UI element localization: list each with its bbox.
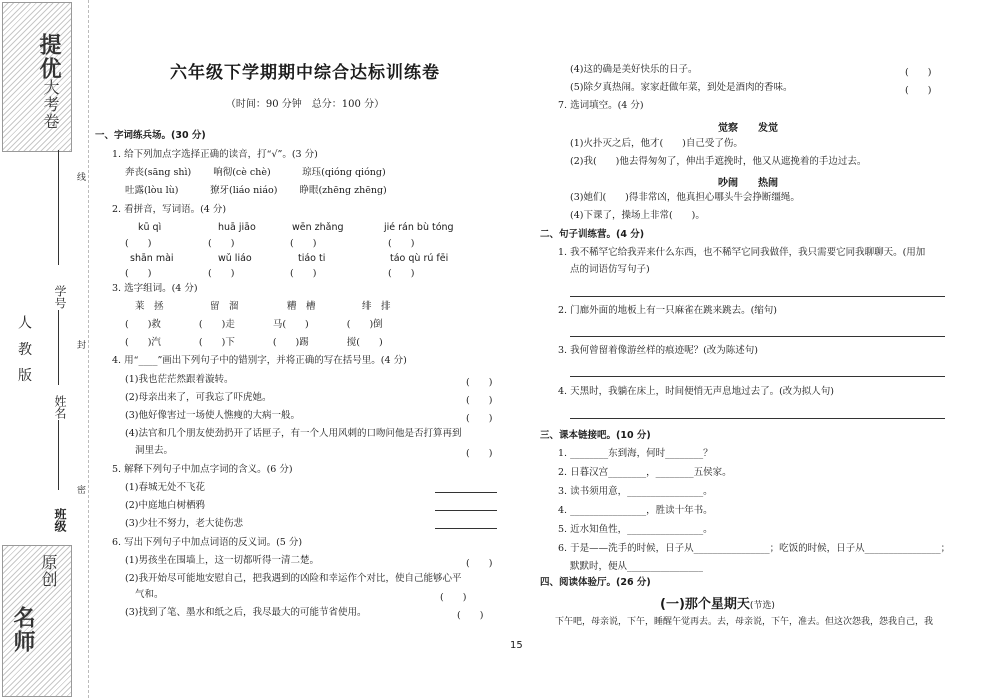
q6-item-2-cont: 气和。	[135, 589, 164, 600]
seal-mi: 密	[75, 485, 85, 494]
q7-item-4[interactable]: (4)下课了，操场上非常( )。	[570, 210, 705, 221]
q7-word-choices-1: 觉察 发觉	[718, 123, 778, 134]
q4-answer-1[interactable]: ( )	[466, 377, 493, 388]
s2-q1-answer-line[interactable]	[570, 296, 945, 297]
brand-bottom-sub: 原创	[39, 554, 58, 588]
brand-logo-top	[2, 2, 72, 152]
q6-answer-2[interactable]: ( )	[440, 592, 467, 603]
q2-answer-6[interactable]: ( )	[208, 268, 235, 279]
q2-pinyin-1: kū qì	[138, 222, 162, 233]
reading-title-text: (一)那个星期天	[660, 597, 750, 612]
name-label: 姓名	[53, 395, 67, 419]
q2-pinyin-2: huā jiāo	[218, 222, 256, 233]
q4-answer-2[interactable]: ( )	[466, 395, 493, 406]
q6-item-3: (3)找到了笔、墨水和纸之后，我尽最大的可能节省使用。	[125, 607, 367, 618]
s2-q1: 1. 我不稀罕它给我弄来什么东西，也不稀罕它同我做伴，我只需要它同我聊聊天。(用加	[558, 247, 926, 258]
q6-prompt: 6. 写出下列句子中加点词语的反义词。(5 分)	[112, 537, 303, 548]
q4-item-3: (3)他好像害过一场使人憔瘦的大病一般。	[125, 410, 300, 421]
section-4-title: 四、阅读体验厅。(26 分)	[540, 577, 651, 588]
number-label: 学号	[53, 285, 67, 309]
q7-item-1[interactable]: (1)火扑灭之后，他才( )自己受了伤。	[570, 138, 743, 149]
q4-prompt: 4. 用“____”画出下列句子中的错别字，并将正确的写在括号里。(4 分)	[112, 355, 407, 366]
q5-item-2: (2)中庭地白树栖鸦	[125, 500, 205, 511]
q2-answer-3[interactable]: ( )	[290, 238, 317, 249]
reading-title	[660, 593, 775, 612]
number-line	[58, 310, 59, 385]
q2-pinyin-6: wǔ liáo	[218, 253, 252, 264]
s3-item-3[interactable]: 3. 读书须用意，________________。	[558, 486, 713, 497]
q2-pinyin-3: wēn zhǎng	[292, 222, 344, 233]
q7-item-3[interactable]: (3)她们( )得非常凶，他真担心哪头牛会挣断缰绳。	[570, 192, 800, 203]
brand-top-sub: 大考卷	[41, 79, 60, 130]
page-number: 15	[510, 640, 523, 651]
q5-answer-line-3[interactable]	[435, 528, 497, 529]
q5-answer-line-2[interactable]	[435, 510, 497, 511]
exam-subtitle: （时间：90 分钟 总分：100 分）	[225, 99, 385, 110]
q4-item-4: (4)法官和几个朋友使劲扔开了话匣子，有一个人用风刺的口吻问他是否打算再到	[125, 428, 462, 439]
q3-prompt: 3. 选字组词。(4 分)	[112, 283, 198, 294]
s2-q2-answer-line[interactable]	[570, 336, 945, 337]
q6-answer-4[interactable]: ( )	[905, 67, 932, 78]
s2-q1-cont: 点的词语仿写句子)	[570, 264, 650, 275]
binding-margin	[0, 0, 89, 698]
q7-item-2[interactable]: (2)我( )他去得匆匆了，伸出手遮挽时，他又从遮挽着的手边过去。	[570, 156, 867, 167]
q5-item-3: (3)少壮不努力，老大徒伤悲	[125, 518, 243, 529]
q2-answer-5[interactable]: ( )	[125, 268, 152, 279]
brand-bottom-main: 名师	[10, 606, 35, 654]
q6-item-4: (4)这的确是美好快乐的日子。	[570, 64, 698, 75]
q3-chars-1: 莱 拯	[135, 301, 164, 312]
s3-item-2[interactable]: 2. 日暮汉宫________，________五侯家。	[558, 467, 732, 478]
q4-answer-3[interactable]: ( )	[466, 413, 493, 424]
s2-q3: 3. 我何曾留着像游丝样的痕迹呢？(改为陈述句)	[558, 345, 758, 356]
seal-xian: 线	[75, 172, 85, 181]
brand-logo-bottom	[2, 545, 72, 697]
q6-answer-5[interactable]: ( )	[905, 85, 932, 96]
q2-pinyin-5: shān mài	[130, 253, 174, 264]
top-line	[58, 150, 59, 265]
q4-item-1: (1)我也茫茫然跟着漩转。	[125, 374, 234, 385]
q6-item-2: (2)我开始尽可能地安慰自己，把我遇到的凶险和幸运作个对比，使自己能够心平	[125, 573, 462, 584]
q2-answer-2[interactable]: ( )	[208, 238, 235, 249]
q2-pinyin-7: tiáo ti	[298, 253, 326, 264]
q6-item-1: (1)男孩坐在围墙上，这一切都听得一清二楚。	[125, 555, 319, 566]
section-2-title: 二、句子训练营。(4 分)	[540, 229, 645, 240]
s3-item-1[interactable]: 1. ________东到海，何时________？	[558, 448, 713, 459]
q1-row-2: 吐露(lòu lù) 獠牙(liáo niáo) 睁眼(zhēng zhēng)	[125, 185, 387, 196]
s3-item-5[interactable]: 5. 近水知鱼性，________________。	[558, 524, 713, 535]
q1-prompt: 1. 给下列加点字选择正确的读音，打“√”。(3 分)	[112, 149, 318, 160]
q6-item-5: (5)除夕真热闹。家家赶做年菜，到处是酒肉的香味。	[570, 82, 793, 93]
exam-title: 六年级下学期期中综合达标训练卷	[170, 63, 440, 83]
s3-item-6[interactable]: 6. 于是——洗手的时候，日子从________________；吃饭的时候，日子从________________；	[558, 543, 951, 554]
s3-item-4[interactable]: 4. ________________，胜读十年书。	[558, 505, 713, 516]
s2-q3-answer-line[interactable]	[570, 376, 945, 377]
s2-q4: 4. 天黑时，我躺在床上，时间便悄无声息地过去了。(改为拟人句)	[558, 386, 834, 397]
q3-row-2[interactable]: ( )汽 ( )下 ( )踢 搅( )	[125, 337, 383, 348]
q2-pinyin-8: táo qù rú fēi	[390, 253, 449, 264]
q7-word-choices-2: 吵闹 热闹	[718, 178, 778, 189]
s3-item-6-cont[interactable]: 默默时，便从________________	[570, 561, 704, 572]
q2-answer-8[interactable]: ( )	[388, 268, 415, 279]
s2-q2: 2. 门廊外面的地板上有一只麻雀在跳来跳去。(缩句)	[558, 305, 777, 316]
q4-answer-4[interactable]: ( )	[466, 448, 493, 459]
name-line	[58, 420, 59, 490]
q6-answer-3[interactable]: ( )	[457, 610, 484, 621]
brand-top-main: 提优	[36, 33, 61, 81]
edition-label: 人 教 版	[16, 315, 32, 386]
section-3-title: 三、课本链接吧。(10 分)	[540, 430, 651, 441]
q3-chars-2: 留 溜	[210, 301, 239, 312]
seal-feng: 封	[75, 340, 85, 349]
s2-q4-answer-line[interactable]	[570, 418, 945, 419]
q7-prompt: 7. 选词填空。(4 分)	[558, 100, 644, 111]
q3-chars-4: 绯 排	[362, 301, 391, 312]
q1-row-1: 奔丧(sāng shì) 响彻(cè chè) 琼珏(qióng qióng)	[125, 167, 386, 178]
class-label: 班级	[53, 508, 67, 532]
q5-prompt: 5. 解释下列句子中加点字词的含义。(6 分)	[112, 464, 293, 475]
q5-item-1: (1)春城无处不飞花	[125, 482, 205, 493]
q2-answer-1[interactable]: ( )	[125, 238, 152, 249]
q4-item-2: (2)母亲出来了，可我忘了吓虎她。	[125, 392, 272, 403]
section-1-title: 一、字词练兵场。(30 分)	[95, 130, 206, 141]
q6-answer-1[interactable]: ( )	[466, 558, 493, 569]
q3-row-1[interactable]: ( )救 ( )走 马( ) ( )倒	[125, 319, 383, 330]
q2-prompt: 2. 看拼音，写词语。(4 分)	[112, 204, 227, 215]
q3-chars-3: 糟 槽	[287, 301, 316, 312]
q2-answer-4[interactable]: ( )	[388, 238, 415, 249]
q5-answer-line-1[interactable]	[435, 492, 497, 493]
reading-title-note: (节选)	[749, 601, 775, 611]
q2-pinyin-4: jié rán bù tóng	[384, 222, 454, 233]
reading-text: 下午吧，母亲说，下午，睡醒午觉再去。去，母亲说，下午，准去。但这次怨我，怨我自己，我	[555, 617, 934, 627]
q4-item-4-cont: 洞里去。	[135, 445, 174, 456]
q2-answer-7[interactable]: ( )	[290, 268, 317, 279]
